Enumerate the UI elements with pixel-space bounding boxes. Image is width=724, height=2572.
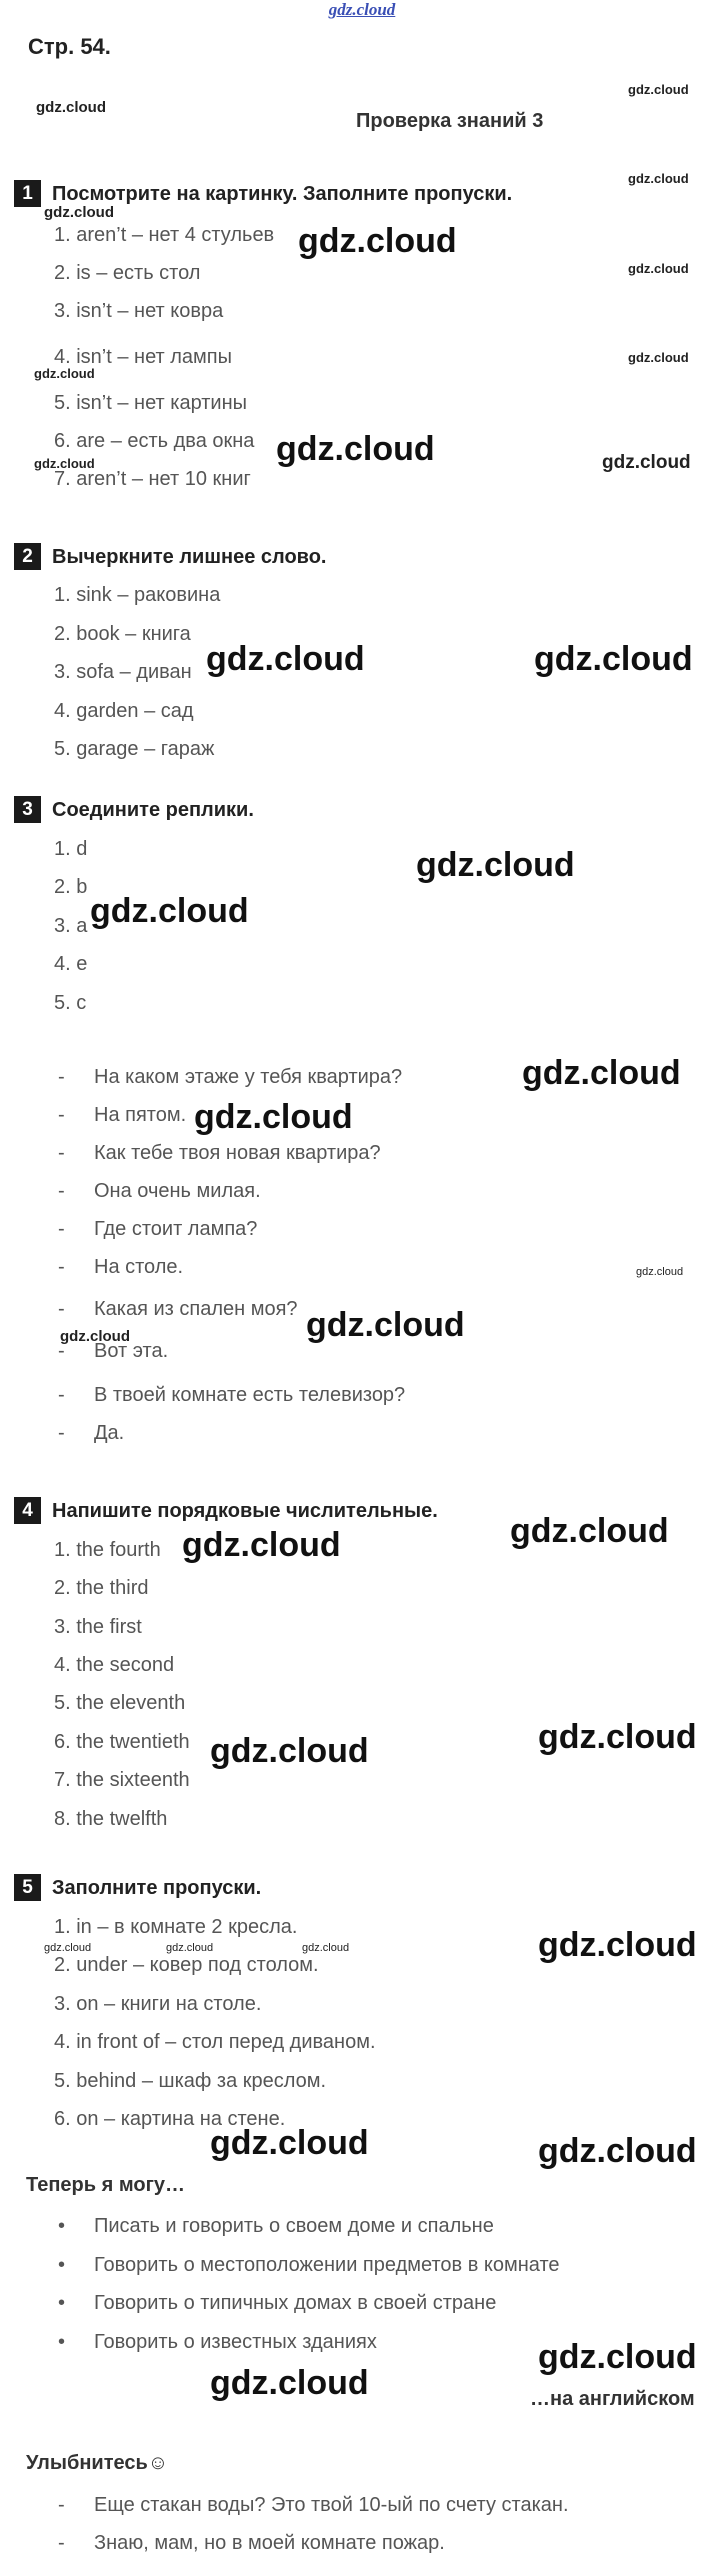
watermark: gdz.cloud — [60, 1328, 130, 1345]
can-do-suffix: …на английском — [530, 2388, 695, 2410]
watermark: gdz.cloud — [510, 1512, 669, 1550]
watermark: gdz.cloud — [628, 261, 689, 276]
dialogue-line: Вот эта. — [94, 1340, 169, 1362]
dialogue-line: Где стоит лампа? — [94, 1218, 258, 1240]
section-5-number: 5 — [14, 1874, 41, 1901]
dialogue-dash: - — [58, 1340, 65, 1362]
watermark: gdz.cloud — [90, 892, 249, 930]
section-2-item: 4. garden – сад — [54, 700, 194, 722]
dialogue-dash: - — [58, 1256, 65, 1278]
section-4-item: 4. the second — [54, 1654, 175, 1676]
watermark: gdz.cloud — [206, 640, 365, 678]
section-3-item: 2. b — [54, 876, 88, 898]
can-do-item: Говорить о местоположении предметов в комнате — [94, 2254, 560, 2276]
section-5-item: 4. in front of – стол перед диваном. — [54, 2031, 376, 2053]
section-1-number: 1 — [14, 180, 41, 207]
section-4-item: 2. the third — [54, 1577, 149, 1599]
watermark: gdz.cloud — [306, 1306, 465, 1344]
joke-dash: - — [58, 2494, 65, 2516]
joke-line: Знаю, мам, но в моей комнате пожар. — [94, 2532, 445, 2554]
dialogue-dash: - — [58, 1066, 65, 1088]
section-2-item: 1. sink – раковина — [54, 584, 221, 606]
dialogue-line: Да. — [94, 1422, 125, 1444]
section-2-title: Вычеркните лишнее слово. — [52, 546, 327, 568]
section-1-item: 7. aren’t – нет 10 книг — [54, 468, 251, 490]
watermark: gdz.cloud — [210, 2124, 369, 2162]
section-3-item: 1. d — [54, 838, 88, 860]
section-4-item: 6. the twentieth — [54, 1731, 190, 1753]
watermark: gdz.cloud — [210, 1732, 369, 1770]
bullet-icon: • — [58, 2215, 66, 2237]
watermark: gdz.cloud — [210, 2364, 369, 2402]
section-1-item: 1. aren’t – нет 4 стульев — [54, 224, 275, 246]
watermark: gdz.cloud — [166, 1942, 214, 1954]
section-3-item: 3. a — [54, 915, 88, 937]
page-title: Проверка знаний 3 — [356, 110, 544, 132]
section-1-item: 4. isn’t – нет лампы — [54, 346, 233, 368]
bullet-icon: • — [58, 2292, 66, 2314]
section-5-item: 5. behind – шкаф за креслом. — [54, 2070, 327, 2092]
watermark: gdz.cloud — [44, 1942, 92, 1954]
joke-dash: - — [58, 2532, 65, 2554]
section-3-title: Соедините реплики. — [52, 799, 254, 821]
watermark: gdz.cloud — [182, 1526, 341, 1564]
dialogue-dash: - — [58, 1384, 65, 1406]
dialogue-line: На столе. — [94, 1256, 184, 1278]
watermark: gdz.cloud — [628, 350, 689, 365]
joke-line: Еще стакан воды? Это твой 10-ый по счету стакан. — [94, 2494, 569, 2516]
section-5-item: 6. on – картина на стене. — [54, 2108, 286, 2130]
watermark: gdz.cloud — [538, 2338, 697, 2376]
section-4-item: 5. the eleventh — [54, 1692, 186, 1714]
watermark: gdz.cloud — [302, 1942, 350, 1954]
section-3-number: 3 — [14, 796, 41, 823]
section-1-item: 5. isn’t – нет картины — [54, 392, 248, 414]
section-5-item: 3. on – книги на столе. — [54, 1993, 262, 2015]
page-number: Стр. 54. — [28, 34, 111, 59]
can-do-item: Говорить о известных зданиях — [94, 2331, 377, 2353]
watermark: gdz.cloud — [194, 1098, 353, 1136]
watermark: gdz.cloud — [534, 640, 693, 678]
section-2-number: 2 — [14, 543, 41, 570]
dialogue-line: Она очень милая. — [94, 1180, 261, 1202]
dialogue-line: На пятом. — [94, 1104, 187, 1126]
section-1-item: 6. are – есть два окна — [54, 430, 255, 452]
dialogue-dash: - — [58, 1180, 65, 1202]
section-1-title: Посмотрите на картинку. Заполните пропуски. — [52, 183, 513, 205]
section-4-item: 8. the twelfth — [54, 1808, 168, 1830]
section-4-item: 7. the sixteenth — [54, 1769, 190, 1791]
section-4-item: 1. the fourth — [54, 1539, 161, 1561]
section-1-item: 2. is – есть стол — [54, 262, 201, 284]
section-3-item: 5. c — [54, 992, 87, 1014]
dialogue-dash: - — [58, 1218, 65, 1240]
watermark: gdz.cloud — [522, 1054, 681, 1092]
watermark: gdz.cloud — [538, 2132, 697, 2170]
section-4-item: 3. the first — [54, 1616, 142, 1638]
dialogue-line: Какая из спален моя? — [94, 1298, 298, 1320]
watermark: gdz.cloud — [636, 1266, 684, 1278]
watermark: gdz.cloud — [538, 1926, 697, 1964]
watermark: gdz.cloud — [34, 456, 95, 471]
watermark: gdz.cloud — [276, 430, 435, 468]
section-5-item: 2. under – ковер под столом. — [54, 1954, 319, 1976]
section-4-number: 4 — [14, 1497, 41, 1524]
section-5-item: 1. in – в комнате 2 кресла. — [54, 1916, 298, 1938]
section-2-item: 3. sofa – диван — [54, 661, 192, 683]
dialogue-line: В твоей комнате есть телевизор? — [94, 1384, 406, 1406]
can-do-title: Теперь я могу… — [26, 2174, 186, 2196]
dialogue-dash: - — [58, 1104, 65, 1126]
section-4-title: Напишите порядковые числительные. — [52, 1500, 438, 1522]
watermark: gdz.cloud — [298, 222, 457, 260]
section-3-item: 4. e — [54, 953, 88, 975]
bullet-icon: • — [58, 2254, 66, 2276]
watermark: gdz.cloud — [416, 846, 575, 884]
bullet-icon: • — [58, 2331, 66, 2353]
dialogue-dash: - — [58, 1422, 65, 1444]
can-do-item: Говорить о типичных домах в своей стране — [94, 2292, 497, 2314]
dialogue-dash: - — [58, 1298, 65, 1320]
section-2-item: 5. garage – гараж — [54, 738, 215, 760]
header-link[interactable]: gdz.cloud — [328, 0, 396, 19]
section-1-item: 3. isn’t – нет ковра — [54, 300, 224, 322]
watermark: gdz.cloud — [36, 99, 106, 116]
watermark: gdz.cloud — [628, 171, 689, 186]
dialogue-dash: - — [58, 1142, 65, 1164]
watermark: gdz.cloud — [34, 366, 95, 381]
smile-title: Улыбнитесь☺ — [26, 2452, 169, 2474]
watermark: gdz.cloud — [628, 82, 689, 97]
watermark: gdz.cloud — [602, 452, 691, 473]
can-do-item: Писать и говорить о своем доме и спальне — [94, 2215, 494, 2237]
section-2-item: 2. book – книга — [54, 623, 191, 645]
watermark: gdz.cloud — [538, 1718, 697, 1756]
dialogue-line: На каком этаже у тебя квартира? — [94, 1066, 403, 1088]
watermark: gdz.cloud — [44, 204, 114, 221]
section-5-title: Заполните пропуски. — [52, 1877, 262, 1899]
dialogue-line: Как тебе твоя новая квартира? — [94, 1142, 381, 1164]
